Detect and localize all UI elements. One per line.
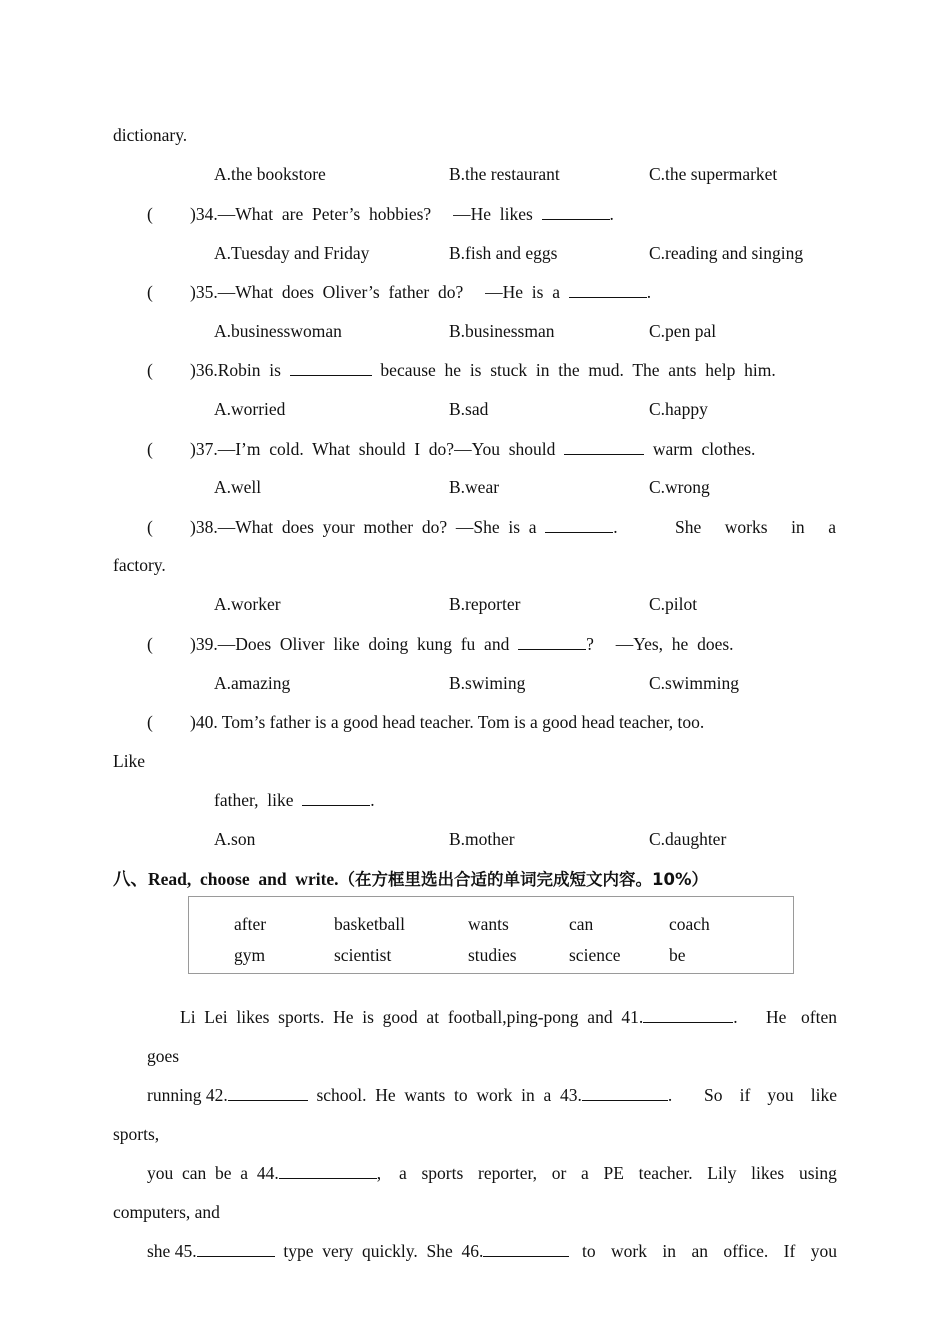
word: in bbox=[662, 1241, 677, 1261]
passage-text: she 45. bbox=[147, 1241, 197, 1261]
option-b: B.fish and eggs bbox=[449, 243, 558, 263]
question-40-wrap: Like bbox=[113, 751, 146, 771]
option-b: B.the restaurant bbox=[449, 164, 560, 184]
word-bank-word: science bbox=[569, 945, 621, 965]
passage-text: type very quickly. She 46. bbox=[274, 1241, 484, 1261]
option-c: C.the supermarket bbox=[649, 164, 778, 184]
question-39 bbox=[190, 633, 734, 655]
word: a bbox=[399, 1163, 407, 1183]
question-text: )38.—What does your mother do? —She is a bbox=[190, 517, 546, 537]
answer-paren: ( bbox=[147, 634, 153, 654]
passage-line-3 bbox=[147, 1162, 381, 1184]
answer-blank-41[interactable] bbox=[643, 1007, 733, 1023]
option-b: B.reporter bbox=[449, 594, 521, 614]
answer-paren: ( bbox=[147, 712, 153, 732]
passage-text: Li Lei likes sports. He is good at football,ping-pong and 41. bbox=[180, 1007, 644, 1027]
question-40-line2 bbox=[214, 789, 375, 811]
option-a: A.worried bbox=[214, 399, 286, 419]
answer-blank-46[interactable] bbox=[483, 1241, 569, 1257]
passage-text: running 42. bbox=[147, 1085, 228, 1105]
word-bank-word: be bbox=[669, 945, 686, 965]
question-38-wrap: factory. bbox=[113, 555, 166, 575]
answer-blank[interactable] bbox=[564, 439, 644, 455]
word-bank-word: studies bbox=[468, 945, 517, 965]
question-text-end: . bbox=[613, 517, 618, 537]
word: office. bbox=[723, 1241, 769, 1261]
option-b: B.mother bbox=[449, 829, 515, 849]
option-c: C.pilot bbox=[649, 594, 698, 614]
question-40: )40. Tom’s father is a good head teacher. Tom is a good head teacher, too. bbox=[190, 712, 705, 732]
word: you bbox=[767, 1085, 794, 1105]
word: an bbox=[691, 1241, 708, 1261]
option-b: B.businessman bbox=[449, 321, 555, 341]
option-b: B.swiming bbox=[449, 673, 526, 693]
passage-text: you can be a 44. bbox=[147, 1163, 279, 1183]
passage-line-2 bbox=[147, 1084, 672, 1106]
word: you bbox=[810, 1241, 837, 1261]
word-bank-word: scientist bbox=[334, 945, 392, 965]
question-text-end: because he is stuck in the mud. The ants help him. bbox=[371, 360, 776, 380]
word: likes bbox=[751, 1163, 785, 1183]
word: like bbox=[810, 1085, 837, 1105]
answer-paren: ( bbox=[147, 439, 153, 459]
question-text-end: . bbox=[609, 204, 614, 224]
word-bank-word: can bbox=[569, 914, 594, 934]
answer-blank[interactable] bbox=[518, 634, 586, 650]
option-a: A.amazing bbox=[214, 673, 291, 693]
word-bank-word: wants bbox=[468, 914, 509, 934]
answer-blank[interactable] bbox=[545, 517, 613, 533]
answer-blank[interactable] bbox=[569, 282, 647, 298]
answer-blank[interactable] bbox=[290, 360, 372, 376]
word: He bbox=[766, 1007, 787, 1027]
question-text: )36.Robin is bbox=[190, 360, 290, 380]
question-text: )39.—Does Oliver like doing kung fu and bbox=[190, 634, 519, 654]
word: sports bbox=[421, 1163, 464, 1183]
section-heading-cn: （在方框里选出合适的单词完成短文内容。10%） bbox=[338, 870, 709, 889]
word-bank-word: coach bbox=[669, 914, 710, 934]
answer-paren: ( bbox=[147, 204, 153, 224]
option-c: C.daughter bbox=[649, 829, 727, 849]
word: or bbox=[551, 1163, 567, 1183]
word-bank-word: after bbox=[234, 914, 267, 934]
answer-paren: ( bbox=[147, 360, 153, 380]
question-text: father, like bbox=[214, 790, 303, 810]
answer-blank[interactable] bbox=[302, 790, 370, 806]
answer-paren: ( bbox=[147, 517, 153, 537]
word-bank-word: basketball bbox=[334, 914, 405, 934]
word: a bbox=[581, 1163, 589, 1183]
passage-wrap: goes bbox=[147, 1046, 180, 1066]
word: using bbox=[798, 1163, 837, 1183]
word: Lily bbox=[707, 1163, 737, 1183]
word: reporter, bbox=[478, 1163, 538, 1183]
answer-blank[interactable] bbox=[542, 204, 610, 220]
passage-text: school. He wants to work in a 43. bbox=[307, 1085, 582, 1105]
answer-paren: ( bbox=[147, 282, 153, 302]
passage-text: . bbox=[733, 1007, 738, 1027]
question-text: )34.—What are Peter’s hobbies? —He likes bbox=[190, 204, 542, 224]
question-34 bbox=[190, 203, 614, 225]
word: a bbox=[828, 517, 836, 537]
word: If bbox=[783, 1241, 796, 1261]
question-35 bbox=[190, 281, 651, 303]
answer-blank-45[interactable] bbox=[197, 1241, 275, 1257]
question-36 bbox=[190, 359, 776, 381]
section-heading-en: 八、Read, choose and write. bbox=[113, 869, 339, 889]
answer-blank-44[interactable] bbox=[279, 1163, 377, 1179]
passage-text: . bbox=[667, 1085, 673, 1105]
word: if bbox=[739, 1085, 751, 1105]
question-38 bbox=[190, 516, 618, 538]
word: teacher. bbox=[638, 1163, 693, 1183]
passage-line-3-tail bbox=[399, 1162, 837, 1184]
word: So bbox=[704, 1085, 723, 1105]
passage-wrap: sports, bbox=[113, 1124, 160, 1144]
option-a: A.businesswoman bbox=[214, 321, 342, 341]
continued-question-text: dictionary. bbox=[113, 125, 188, 145]
word: works bbox=[724, 517, 768, 537]
question-text: )37.—I’m cold. What should I do?—You should bbox=[190, 439, 565, 459]
answer-blank-43[interactable] bbox=[582, 1085, 668, 1101]
question-text-end: warm clothes. bbox=[644, 439, 756, 459]
passage-line-4 bbox=[147, 1240, 569, 1262]
word: work bbox=[611, 1241, 647, 1261]
word: PE bbox=[603, 1163, 624, 1183]
answer-blank-42[interactable] bbox=[228, 1085, 308, 1101]
option-c: C.wrong bbox=[649, 477, 710, 497]
option-a: A.Tuesday and Friday bbox=[214, 243, 370, 263]
passage-wrap: computers, and bbox=[113, 1202, 220, 1222]
question-text-end: ? —Yes, he does. bbox=[586, 634, 734, 654]
question-38-tail bbox=[675, 516, 836, 538]
option-c: C.swimming bbox=[649, 673, 739, 693]
passage-line-2-tail bbox=[704, 1084, 837, 1106]
word: She bbox=[675, 517, 702, 537]
section-heading bbox=[113, 868, 708, 891]
question-37 bbox=[190, 438, 755, 460]
question-text-end: . bbox=[370, 790, 375, 810]
option-c: C.pen pal bbox=[649, 321, 717, 341]
passage-line-4-tail bbox=[582, 1240, 837, 1262]
passage-text: , bbox=[376, 1163, 382, 1183]
word: to bbox=[582, 1241, 596, 1261]
option-b: B.sad bbox=[449, 399, 489, 419]
word: often bbox=[801, 1007, 837, 1027]
passage-line-1-tail bbox=[766, 1006, 837, 1028]
option-a: A.well bbox=[214, 477, 262, 497]
passage-line-1 bbox=[180, 1006, 738, 1028]
option-b: B.wear bbox=[449, 477, 500, 497]
option-a: A.worker bbox=[214, 594, 281, 614]
option-a: A.the bookstore bbox=[214, 164, 326, 184]
word: in bbox=[791, 517, 805, 537]
option-c: C.reading and singing bbox=[649, 243, 804, 263]
question-text-end: . bbox=[646, 282, 652, 302]
word-bank-word: gym bbox=[234, 945, 266, 965]
option-a: A.son bbox=[214, 829, 256, 849]
option-c: C.happy bbox=[649, 399, 708, 419]
question-text: )35.—What does Oliver’s father do? —He is a bbox=[190, 282, 569, 302]
